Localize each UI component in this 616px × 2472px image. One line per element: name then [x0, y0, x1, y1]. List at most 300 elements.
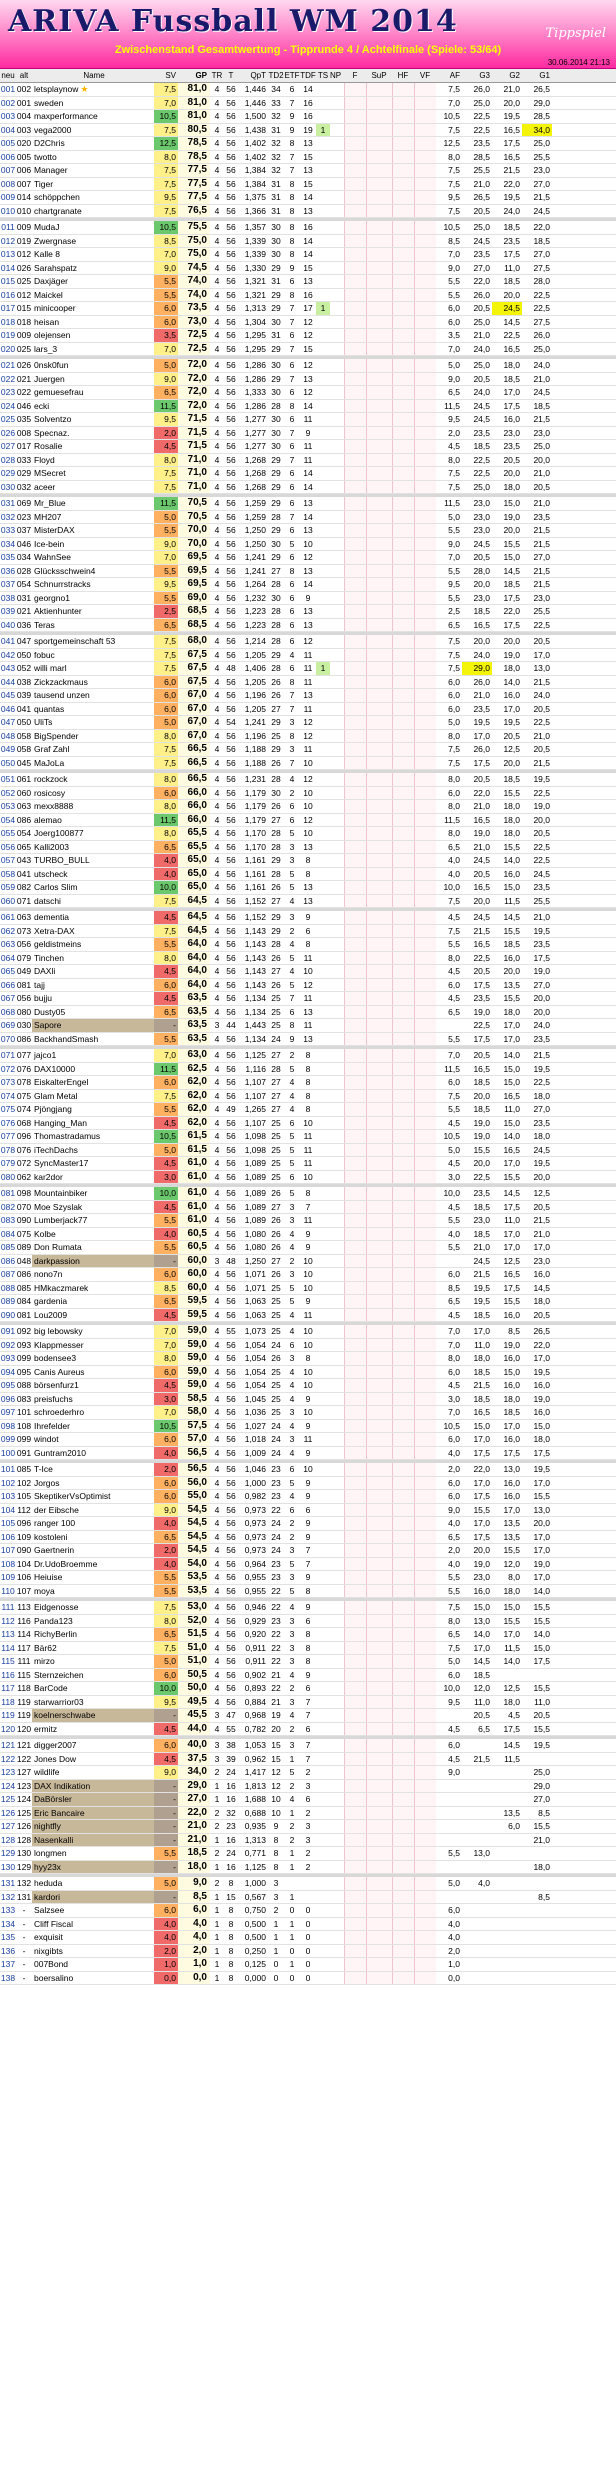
table-row[interactable] — [0, 178, 616, 192]
cell-name[interactable]: Panda123 — [34, 1615, 73, 1626]
cell-name[interactable]: Eidgenosse — [34, 1602, 79, 1612]
table-row[interactable] — [0, 413, 616, 427]
table-row[interactable] — [0, 1171, 616, 1185]
cell-name[interactable]: BarCode — [34, 1683, 68, 1693]
cell-name[interactable]: tausend unzen — [34, 690, 90, 700]
table-row[interactable] — [0, 1103, 616, 1117]
table-row[interactable] — [0, 1282, 616, 1296]
table-row[interactable] — [0, 191, 616, 205]
table-row[interactable] — [0, 262, 616, 276]
table-row[interactable] — [0, 1063, 616, 1077]
cell-name[interactable]: 007Bond — [34, 1959, 69, 1969]
cell-name[interactable]: georgno1 — [34, 592, 70, 603]
cell-name[interactable]: Manager — [34, 165, 68, 175]
table-row[interactable] — [0, 1117, 616, 1131]
table-row[interactable] — [0, 1766, 616, 1780]
cell-name[interactable]: Dr.UdoBroemme — [34, 1558, 98, 1569]
table-row[interactable] — [0, 1847, 616, 1861]
cell-name[interactable]: aceer — [34, 481, 56, 492]
table-row[interactable] — [0, 440, 616, 454]
cell-name[interactable]: Thomastradamus — [34, 1131, 101, 1141]
col-alt[interactable]: alt — [19, 71, 29, 80]
cell-name[interactable]: ermitz — [34, 1723, 58, 1734]
cell-name[interactable]: Mountainbiker — [34, 1188, 88, 1198]
cell-name[interactable]: UliTs — [34, 717, 53, 727]
table-row[interactable] — [0, 1723, 616, 1737]
table-row[interactable] — [0, 1931, 616, 1945]
table-row[interactable] — [0, 703, 616, 717]
cell-name[interactable]: RichyBerlin — [34, 1629, 77, 1639]
table-row[interactable] — [0, 1325, 616, 1339]
col-td2[interactable]: TD2 — [268, 71, 284, 80]
col-sv[interactable]: SV — [165, 71, 176, 80]
col-g1[interactable]: G1 — [539, 71, 550, 80]
cell-name[interactable]: boersalino — [34, 1972, 74, 1983]
cell-name[interactable]: Guntram2010 — [34, 1447, 86, 1458]
table-row[interactable] — [0, 454, 616, 468]
table-row[interactable] — [0, 1585, 616, 1599]
cell-name[interactable]: longmen — [34, 1848, 67, 1858]
cell-name[interactable]: twotto — [34, 151, 57, 162]
cell-name[interactable]: Specnaz. — [34, 427, 70, 438]
table-row[interactable] — [0, 605, 616, 619]
cell-name[interactable]: windot — [34, 1434, 59, 1444]
table-row[interactable] — [0, 551, 616, 565]
table-row[interactable] — [0, 1669, 616, 1683]
cell-name[interactable]: gardenia — [34, 1296, 68, 1306]
col-qpt[interactable]: QpT — [250, 71, 266, 80]
table-row[interactable] — [0, 83, 616, 97]
cell-name[interactable]: DAXli — [34, 966, 56, 976]
table-row[interactable] — [0, 1379, 616, 1393]
cell-name[interactable]: SkeptikerVsOptimist — [34, 1491, 111, 1501]
cell-name[interactable]: Eric Bancaire — [32, 1807, 154, 1820]
table-row[interactable] — [0, 1682, 616, 1696]
cell-name[interactable]: Tinchen — [34, 952, 64, 963]
col-vf[interactable]: VF — [419, 71, 431, 80]
cell-name[interactable]: EiskalterEngel — [34, 1077, 89, 1087]
table-row[interactable] — [0, 965, 616, 979]
table-row[interactable] — [0, 1019, 616, 1033]
cell-name[interactable]: quantas — [34, 703, 65, 714]
table-row[interactable] — [0, 1090, 616, 1104]
table-row[interactable] — [0, 1544, 616, 1558]
table-row[interactable] — [0, 1366, 616, 1380]
table-row[interactable] — [0, 1447, 616, 1461]
table-row[interactable] — [0, 1477, 616, 1491]
table-row[interactable] — [0, 497, 616, 511]
col-ts[interactable]: TS — [317, 71, 329, 80]
table-row[interactable] — [0, 511, 616, 525]
cell-name[interactable]: mirzo — [34, 1656, 55, 1666]
table-row[interactable] — [0, 757, 616, 771]
table-row[interactable] — [0, 1433, 616, 1447]
cell-name[interactable]: minicooper — [34, 303, 76, 313]
cell-name[interactable]: kostoleni — [34, 1531, 68, 1542]
cell-name[interactable]: Gaertnerin — [34, 1545, 75, 1555]
table-row[interactable] — [0, 992, 616, 1006]
table-row[interactable] — [0, 1780, 616, 1794]
table-row[interactable] — [0, 800, 616, 814]
table-row[interactable] — [0, 952, 616, 966]
cell-name[interactable]: Kalli2003 — [34, 841, 69, 852]
cell-name[interactable]: nightfly — [32, 1820, 154, 1833]
table-row[interactable] — [0, 1406, 616, 1420]
table-row[interactable] — [0, 1352, 616, 1366]
cell-name[interactable]: DaBörsler — [32, 1793, 154, 1806]
cell-name[interactable]: Bär62 — [34, 1642, 57, 1653]
cell-name[interactable]: Ice-bein — [34, 538, 65, 549]
cell-name[interactable]: Lou2009 — [34, 1309, 68, 1320]
table-row[interactable] — [0, 1463, 616, 1477]
table-row[interactable] — [0, 1157, 616, 1171]
col-t[interactable]: T — [228, 71, 234, 80]
cell-name[interactable]: fobuc — [34, 649, 55, 660]
table-row[interactable] — [0, 400, 616, 414]
table-row[interactable] — [0, 1490, 616, 1504]
table-row[interactable] — [0, 773, 616, 787]
cell-name[interactable]: Maickel — [34, 289, 63, 300]
cell-name[interactable]: Ihrefelder — [34, 1420, 70, 1431]
cell-name[interactable]: MaJoLa — [34, 757, 65, 768]
table-row[interactable] — [0, 1918, 616, 1932]
table-row[interactable] — [0, 275, 616, 289]
cell-t: 56 — [226, 441, 236, 451]
cell-name[interactable]: WahnSee — [34, 552, 72, 562]
col-hf[interactable]: HF — [397, 71, 409, 80]
cell-name[interactable]: starwarrior03 — [34, 1696, 84, 1707]
col-name[interactable]: Name — [83, 71, 105, 80]
table-row[interactable] — [0, 1214, 616, 1228]
cell-name[interactable]: BigSpender — [34, 730, 79, 741]
cell-name[interactable]: willi marl — [34, 663, 67, 673]
cell-name[interactable]: nono7n — [34, 1269, 63, 1279]
col-tr[interactable]: TR — [211, 71, 223, 80]
cell-name[interactable]: D2Chris — [34, 138, 65, 148]
cell-name[interactable]: SyncMaster17 — [34, 1158, 89, 1168]
cell-name[interactable]: lars_3 — [34, 343, 58, 354]
table-row[interactable] — [0, 1696, 616, 1710]
cell-name[interactable]: big lebowsky — [34, 1326, 83, 1336]
table-row[interactable] — [0, 979, 616, 993]
cell-name[interactable]: chartgranate — [34, 205, 82, 216]
table-row[interactable] — [0, 538, 616, 552]
cell-name[interactable]: Pjöngjang — [34, 1104, 72, 1114]
table-row[interactable] — [0, 386, 616, 400]
table-row[interactable] — [0, 1861, 616, 1875]
table-row[interactable] — [0, 1241, 616, 1255]
cell-name[interactable]: 0nsk0fun — [34, 360, 69, 370]
table-row[interactable] — [0, 1228, 616, 1242]
table-row[interactable] — [0, 827, 616, 841]
cell-name[interactable]: dementia — [34, 912, 69, 922]
cell-name[interactable]: ecki — [34, 400, 50, 411]
cell-name[interactable]: Lumberjack77 — [34, 1215, 88, 1225]
cell-name[interactable]: HMkaczmarek — [34, 1282, 89, 1293]
cell-name[interactable]: Juergen — [34, 373, 65, 384]
cell-name[interactable]: Dusty05 — [34, 1006, 66, 1017]
table-row[interactable] — [0, 841, 616, 855]
cell-name[interactable]: DAX10000 — [34, 1063, 76, 1074]
table-row[interactable] — [0, 248, 616, 262]
table-row[interactable] — [0, 1601, 616, 1615]
cell-name[interactable]: gemuesefrau — [34, 387, 84, 397]
table-row[interactable] — [0, 1295, 616, 1309]
col-f[interactable]: F — [352, 71, 358, 80]
cell-name[interactable]: utscheck — [34, 868, 68, 879]
cell-name[interactable]: koelnerschwabe — [32, 1709, 154, 1722]
table-row[interactable] — [0, 592, 616, 606]
cell-name[interactable]: exquisit — [34, 1932, 63, 1942]
cell-name[interactable]: Aktienhunter — [34, 606, 82, 616]
table-row[interactable] — [0, 1130, 616, 1144]
table-row[interactable] — [0, 97, 616, 111]
table-row[interactable] — [0, 1187, 616, 1201]
cell-name[interactable]: bodensee3 — [34, 1353, 77, 1363]
table-row[interactable] — [0, 1709, 616, 1723]
cell-name[interactable]: Jorgos — [34, 1477, 60, 1488]
table-row[interactable] — [0, 164, 616, 178]
cell-name[interactable]: Cliff Fiscal — [34, 1918, 74, 1929]
cell-name[interactable]: Glücksschwein4 — [34, 565, 96, 576]
cell-name[interactable]: Zwergnase — [34, 235, 77, 246]
cell-g1 — [522, 1847, 552, 1860]
col-neu[interactable]: neu — [1, 71, 15, 80]
table-row[interactable] — [0, 137, 616, 151]
cell-name[interactable]: Graf Zahl — [34, 744, 70, 754]
table-row[interactable] — [0, 787, 616, 801]
cell-name[interactable]: Sarahspatz — [34, 262, 77, 273]
cell-name[interactable]: sportgemeinschaft 53 — [34, 636, 116, 646]
cell-name[interactable]: maxperformance — [34, 111, 98, 121]
table-row[interactable] — [0, 1255, 616, 1269]
cell-name[interactable]: MH207 — [34, 511, 62, 522]
table-row[interactable] — [0, 716, 616, 730]
cell-name[interactable]: Mr_Blue — [34, 498, 66, 508]
cell-name[interactable]: letsplaynow ★ — [34, 84, 89, 94]
table-row[interactable] — [0, 730, 616, 744]
cell-name[interactable]: Hanging_Man — [34, 1117, 87, 1128]
cell-name[interactable]: kardori — [32, 1891, 154, 1904]
table-row[interactable] — [0, 911, 616, 925]
cell-name[interactable]: Rosalie — [34, 441, 63, 451]
cell-name[interactable]: Solventzo — [34, 414, 72, 424]
cell-name[interactable]: MisterDAX — [34, 525, 75, 535]
table-row[interactable] — [0, 868, 616, 882]
cell-name[interactable]: wildlife — [34, 1767, 60, 1777]
table-row[interactable] — [0, 373, 616, 387]
cell-name[interactable]: geldistmeins — [34, 939, 82, 949]
table-row[interactable] — [0, 329, 616, 343]
table-row[interactable] — [0, 1834, 616, 1848]
table-row[interactable] — [0, 1972, 616, 1986]
table-row[interactable] — [0, 1739, 616, 1753]
cell-name[interactable]: Klappmesser — [34, 1339, 84, 1350]
cell-name[interactable]: Teras — [34, 619, 55, 630]
col-af[interactable]: AF — [449, 71, 460, 80]
cell-name[interactable]: der Eibsche — [34, 1504, 79, 1515]
cell-name[interactable]: Xetra-DAX — [34, 925, 75, 936]
cell-name[interactable]: Tiger — [34, 178, 54, 189]
cell-name[interactable]: vega2000 — [34, 124, 72, 135]
table-row[interactable] — [0, 1628, 616, 1642]
table-row[interactable] — [0, 221, 616, 235]
cell-name[interactable]: olejensen — [34, 330, 71, 340]
table-row[interactable] — [0, 662, 616, 676]
cell-name[interactable]: Don Rumata — [34, 1242, 82, 1252]
cell-name[interactable]: jajco1 — [34, 1050, 57, 1060]
table-row[interactable] — [0, 1144, 616, 1158]
cell-name[interactable]: rockzock — [34, 774, 68, 784]
table-row[interactable] — [0, 1309, 616, 1323]
cell-name[interactable]: nixgibts — [34, 1945, 63, 1956]
table-row[interactable] — [0, 619, 616, 633]
table-row[interactable] — [0, 1339, 616, 1353]
cell-name[interactable]: ranger 100 — [34, 1518, 76, 1528]
cell-name[interactable]: Kolbe — [34, 1228, 56, 1239]
cell-name[interactable]: Kalle 8 — [34, 249, 60, 259]
table-row[interactable] — [0, 359, 616, 373]
cell-name[interactable]: Sternzeichen — [34, 1669, 84, 1680]
cell-name[interactable]: hyy23x — [32, 1861, 154, 1874]
cell-name[interactable]: mexx8888 — [34, 801, 74, 811]
cell-name[interactable]: schöppchen — [34, 192, 80, 202]
table-row[interactable] — [0, 124, 616, 138]
cell-name[interactable]: Jones Dow — [34, 1753, 77, 1764]
cell-name[interactable]: rosicosy — [34, 787, 66, 798]
cell-name[interactable]: MudaJ — [34, 222, 60, 232]
col-sup[interactable]: SuP — [371, 71, 387, 80]
table-row[interactable] — [0, 1504, 616, 1518]
table-row[interactable] — [0, 649, 616, 663]
table-row[interactable] — [0, 676, 616, 690]
col-gp[interactable]: GP — [195, 71, 207, 80]
cell-name[interactable]: Sapore — [32, 1019, 154, 1032]
col-g2[interactable]: G2 — [509, 71, 520, 80]
cell-name[interactable]: Canis Aureus — [34, 1366, 85, 1377]
table-row[interactable] — [0, 689, 616, 703]
cell-name[interactable]: bujju — [34, 993, 52, 1003]
table-row[interactable] — [0, 881, 616, 895]
table-row[interactable] — [0, 1420, 616, 1434]
table-row[interactable] — [0, 1807, 616, 1821]
cell-name[interactable]: BackhandSmash — [34, 1033, 99, 1044]
table-row[interactable] — [0, 235, 616, 249]
cell-name[interactable]: Carlos Slim — [34, 882, 78, 892]
table-row[interactable] — [0, 1076, 616, 1090]
cell-name[interactable]: tajj — [34, 979, 45, 990]
table-row[interactable] — [0, 1006, 616, 1020]
table-row[interactable] — [0, 1268, 616, 1282]
cell-name[interactable]: preisfuchs — [34, 1393, 73, 1404]
table-row[interactable] — [0, 343, 616, 357]
table-row[interactable] — [0, 895, 616, 909]
table-row[interactable] — [0, 289, 616, 303]
cell-name[interactable]: alemao — [34, 814, 62, 825]
table-row[interactable] — [0, 938, 616, 952]
table-row[interactable] — [0, 481, 616, 495]
cell-name[interactable]: DAX Indikation — [32, 1780, 154, 1793]
table-row[interactable] — [0, 925, 616, 939]
cell-name[interactable]: Heiuise — [34, 1572, 63, 1582]
cell-name[interactable]: Daxjäger — [34, 276, 69, 286]
table-row[interactable] — [0, 1877, 616, 1891]
cell-name[interactable]: T-Ice — [34, 1464, 53, 1474]
table-row[interactable] — [0, 854, 616, 868]
table-row[interactable] — [0, 1571, 616, 1585]
table-row[interactable] — [0, 1820, 616, 1834]
col-g3[interactable]: G3 — [479, 71, 490, 80]
cell-name[interactable]: iTechDachs — [34, 1144, 78, 1155]
table-row[interactable] — [0, 1655, 616, 1669]
table-row[interactable] — [0, 635, 616, 649]
table-row[interactable] — [0, 1904, 616, 1918]
cell-name[interactable]: Schnurrstracks — [34, 579, 91, 589]
table-row[interactable] — [0, 1945, 616, 1959]
cell-name[interactable]: Joerg100877 — [34, 828, 84, 838]
cell-name[interactable]: digger2007 — [34, 1740, 77, 1750]
table-row[interactable] — [0, 1615, 616, 1629]
cell-name[interactable]: kar2dor — [34, 1171, 63, 1182]
cell-name[interactable]: heisan — [34, 316, 60, 327]
table-row[interactable] — [0, 205, 616, 219]
cell-name[interactable]: schroederhro — [34, 1407, 85, 1417]
table-row[interactable] — [0, 1393, 616, 1407]
table-row[interactable] — [0, 565, 616, 579]
table-row[interactable] — [0, 1891, 616, 1905]
table-row[interactable] — [0, 427, 616, 441]
cell-empty — [344, 343, 366, 356]
cell-name[interactable]: moya — [34, 1585, 55, 1596]
table-row[interactable] — [0, 316, 616, 330]
col-np[interactable]: NP — [330, 71, 342, 80]
table-row[interactable] — [0, 578, 616, 592]
cell-name[interactable]: börsenfurz1 — [34, 1380, 79, 1390]
cell-name[interactable]: darkpassion — [32, 1255, 154, 1268]
table-row[interactable] — [0, 1753, 616, 1767]
cell-name[interactable]: Zickzackmaus — [34, 676, 88, 687]
cell-name[interactable]: Floyd — [34, 454, 55, 465]
table-row[interactable] — [0, 1793, 616, 1807]
table-row[interactable] — [0, 1531, 616, 1545]
table-row[interactable] — [0, 814, 616, 828]
table-row[interactable] — [0, 743, 616, 757]
col-etf[interactable]: ETF — [284, 71, 300, 80]
cell-name[interactable]: TURBO_BULL — [34, 855, 90, 865]
table-row[interactable] — [0, 1049, 616, 1063]
table-row[interactable] — [0, 524, 616, 538]
table-row[interactable] — [0, 1033, 616, 1047]
table-row[interactable] — [0, 1201, 616, 1215]
table-row[interactable] — [0, 110, 616, 124]
table-row[interactable] — [0, 467, 616, 481]
cell-name[interactable]: Nasenkalli — [32, 1834, 154, 1847]
cell-name[interactable]: datschi — [34, 895, 61, 906]
table-row[interactable] — [0, 302, 616, 316]
cell-name[interactable]: heduda — [34, 1878, 63, 1888]
cell-name[interactable]: Glam Metal — [34, 1090, 78, 1101]
cell-name[interactable]: Moe Szyslak — [34, 1201, 83, 1212]
table-row[interactable] — [0, 1958, 616, 1972]
table-row[interactable] — [0, 1517, 616, 1531]
table-row[interactable] — [0, 1642, 616, 1656]
col-tdf[interactable]: TDF — [300, 71, 316, 80]
cell-name[interactable]: Salzsee — [34, 1905, 65, 1915]
cell-name[interactable]: sweden — [34, 97, 64, 108]
table-row[interactable] — [0, 1558, 616, 1572]
cell-name[interactable]: MSecret — [34, 468, 66, 478]
table-row[interactable] — [0, 151, 616, 165]
